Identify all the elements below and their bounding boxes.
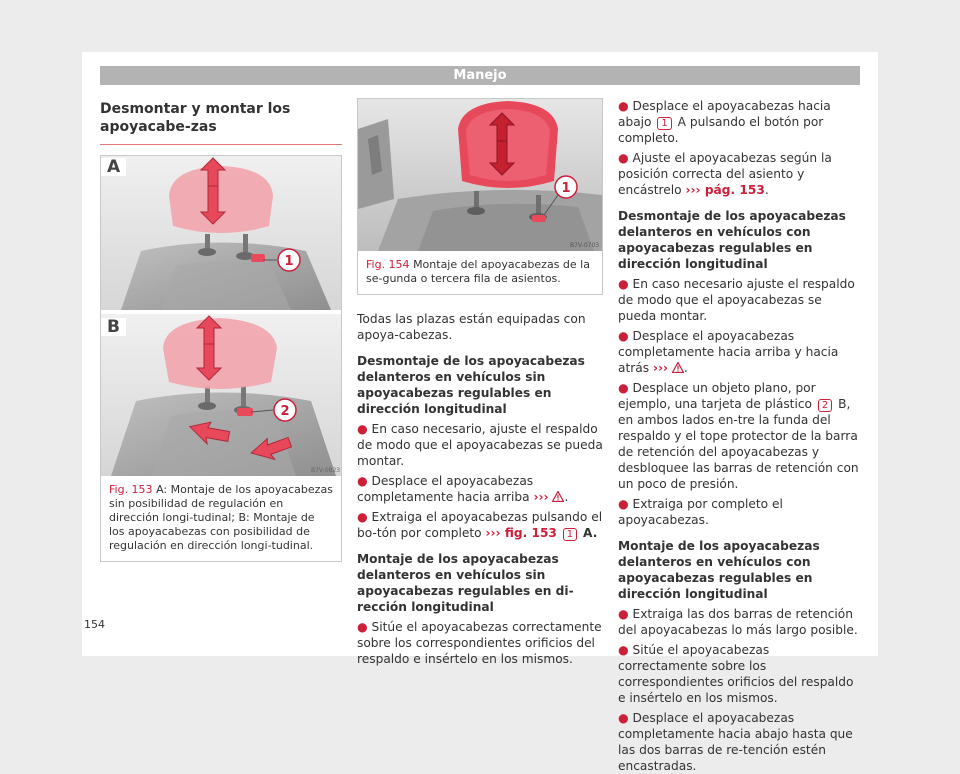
chevron-link[interactable]: ››› <box>652 361 669 375</box>
list-item: ● Desplace el apoyacabezas completamente hacia abajo hasta que las dos barras de re-tención estén encastradas. <box>618 711 853 773</box>
warning-icon <box>552 491 564 502</box>
rear-headrest-illustration <box>358 99 602 251</box>
section-title: Desmontar y montar los apoyacabe-zas <box>100 100 342 145</box>
caption-number: Fig. 153 <box>109 483 153 496</box>
callout-1-label: 1 <box>561 181 571 196</box>
section-header: Manejo <box>100 66 860 85</box>
caption-text: A: Montaje de los apoyacabezas sin posibilidad de regulación en dirección longi-tudinal; B: Montaje de los apoyacabezas con posibilidad de regulación en dirección longi-tudinal. <box>109 483 333 552</box>
subheading: Desmontaje de los apoyacabezas delanteros en vehículos con apoyacabezas regulables en dirección longitudinal <box>618 209 846 271</box>
figure-153 <box>100 155 342 562</box>
list-item: ● En caso necesario, ajuste el respaldo de modo que el apoyacabezas se pueda montar. <box>357 422 603 468</box>
list-item: ● Extraiga el apoyacabezas pulsando el bo-tón por completo ››› fig. 153 1 A. <box>357 510 603 540</box>
caption-text: Montaje del apoyacabezas de la se-gunda o tercera fila de asientos. <box>366 258 590 285</box>
image-code: B7V-0823 <box>311 467 341 474</box>
figure-154-caption <box>358 251 602 294</box>
callout-1-label: 1 <box>284 254 294 269</box>
image-code: B7V-0703 <box>570 242 600 249</box>
chevron-link[interactable]: ››› pág. 153 <box>685 183 765 197</box>
figure-154 <box>357 98 603 295</box>
chevron-link[interactable]: ››› fig. 153 <box>485 526 557 540</box>
list-item: ● Desplace un objeto plano, por ejemplo, una tarjeta de plástico 2 B, en ambos lados en-tre la funda del respaldo y el tope protector de la barra de retención del apoyacabezas y desbloquee las barras de retención con un poco de presión. <box>618 381 859 491</box>
figure-154-image <box>358 99 602 251</box>
chevron-link[interactable]: ››› <box>533 490 549 504</box>
list-item: ● Sitúe el apoyacabezas correctamente sobre los correspondientes orificios del respaldo e insértelo en los mismos. <box>357 620 602 666</box>
subheading: Desmontaje de los apoyacabezas delanteros en vehículos sin apoyacabezas regulables en dirección longitudinal <box>357 354 585 416</box>
callout-badge: 1 <box>563 528 577 541</box>
subheading: Montaje de los apoyacabezas delanteros en vehículos con apoyacabezas regulables en dirección longitudinal <box>618 539 820 601</box>
page-number: 154 <box>84 618 105 631</box>
panel-label-a: A <box>101 158 126 176</box>
column-3 <box>618 98 862 774</box>
panel-label-b: B <box>101 318 126 336</box>
callout-badge: 2 <box>818 399 832 412</box>
column-2 <box>357 98 603 667</box>
callout-2-label: 2 <box>280 404 290 419</box>
list-item: ● Ajuste el apoyacabezas según la posición correcta del asiento y encástrelo ››› pág. 153. <box>618 151 832 197</box>
list-item: ● Sitúe el apoyacabezas correctamente sobre los correspondientes orificios del respaldo e insértelo en los mismos. <box>618 643 854 705</box>
warning-icon <box>672 362 684 373</box>
figure-153-caption <box>101 476 341 561</box>
list-item: ● En caso necesario ajuste el respaldo de modo que el apoyacabezas se pueda montar. <box>618 277 855 323</box>
headrest-illustration-ab <box>101 156 341 476</box>
figure-153-image <box>101 156 341 476</box>
list-item: ● Desplace el apoyacabezas completamente hacia arriba y hacia atrás ››› . <box>618 329 839 375</box>
column-1 <box>100 98 342 562</box>
list-item: ● Extraiga por completo el apoyacabezas. <box>618 497 783 527</box>
callout-badge: 1 <box>657 117 671 130</box>
list-item: ● Desplace el apoyacabezas completamente hacia arriba ››› . <box>357 474 569 504</box>
subheading: Montaje de los apoyacabezas delanteros en vehículos sin apoyacabezas regulables en di-rección longitudinal <box>357 552 574 614</box>
list-item: ● Extraiga las dos barras de retención del apoyacabezas lo más largo posible. <box>618 607 858 637</box>
intro-text: Todas las plazas están equipadas con apoya-cabezas. <box>357 312 586 342</box>
list-item: ● Desplace el apoyacabezas hacia abajo 1 A pulsando el botón por completo. <box>618 99 831 145</box>
caption-number: Fig. 154 <box>366 258 410 271</box>
